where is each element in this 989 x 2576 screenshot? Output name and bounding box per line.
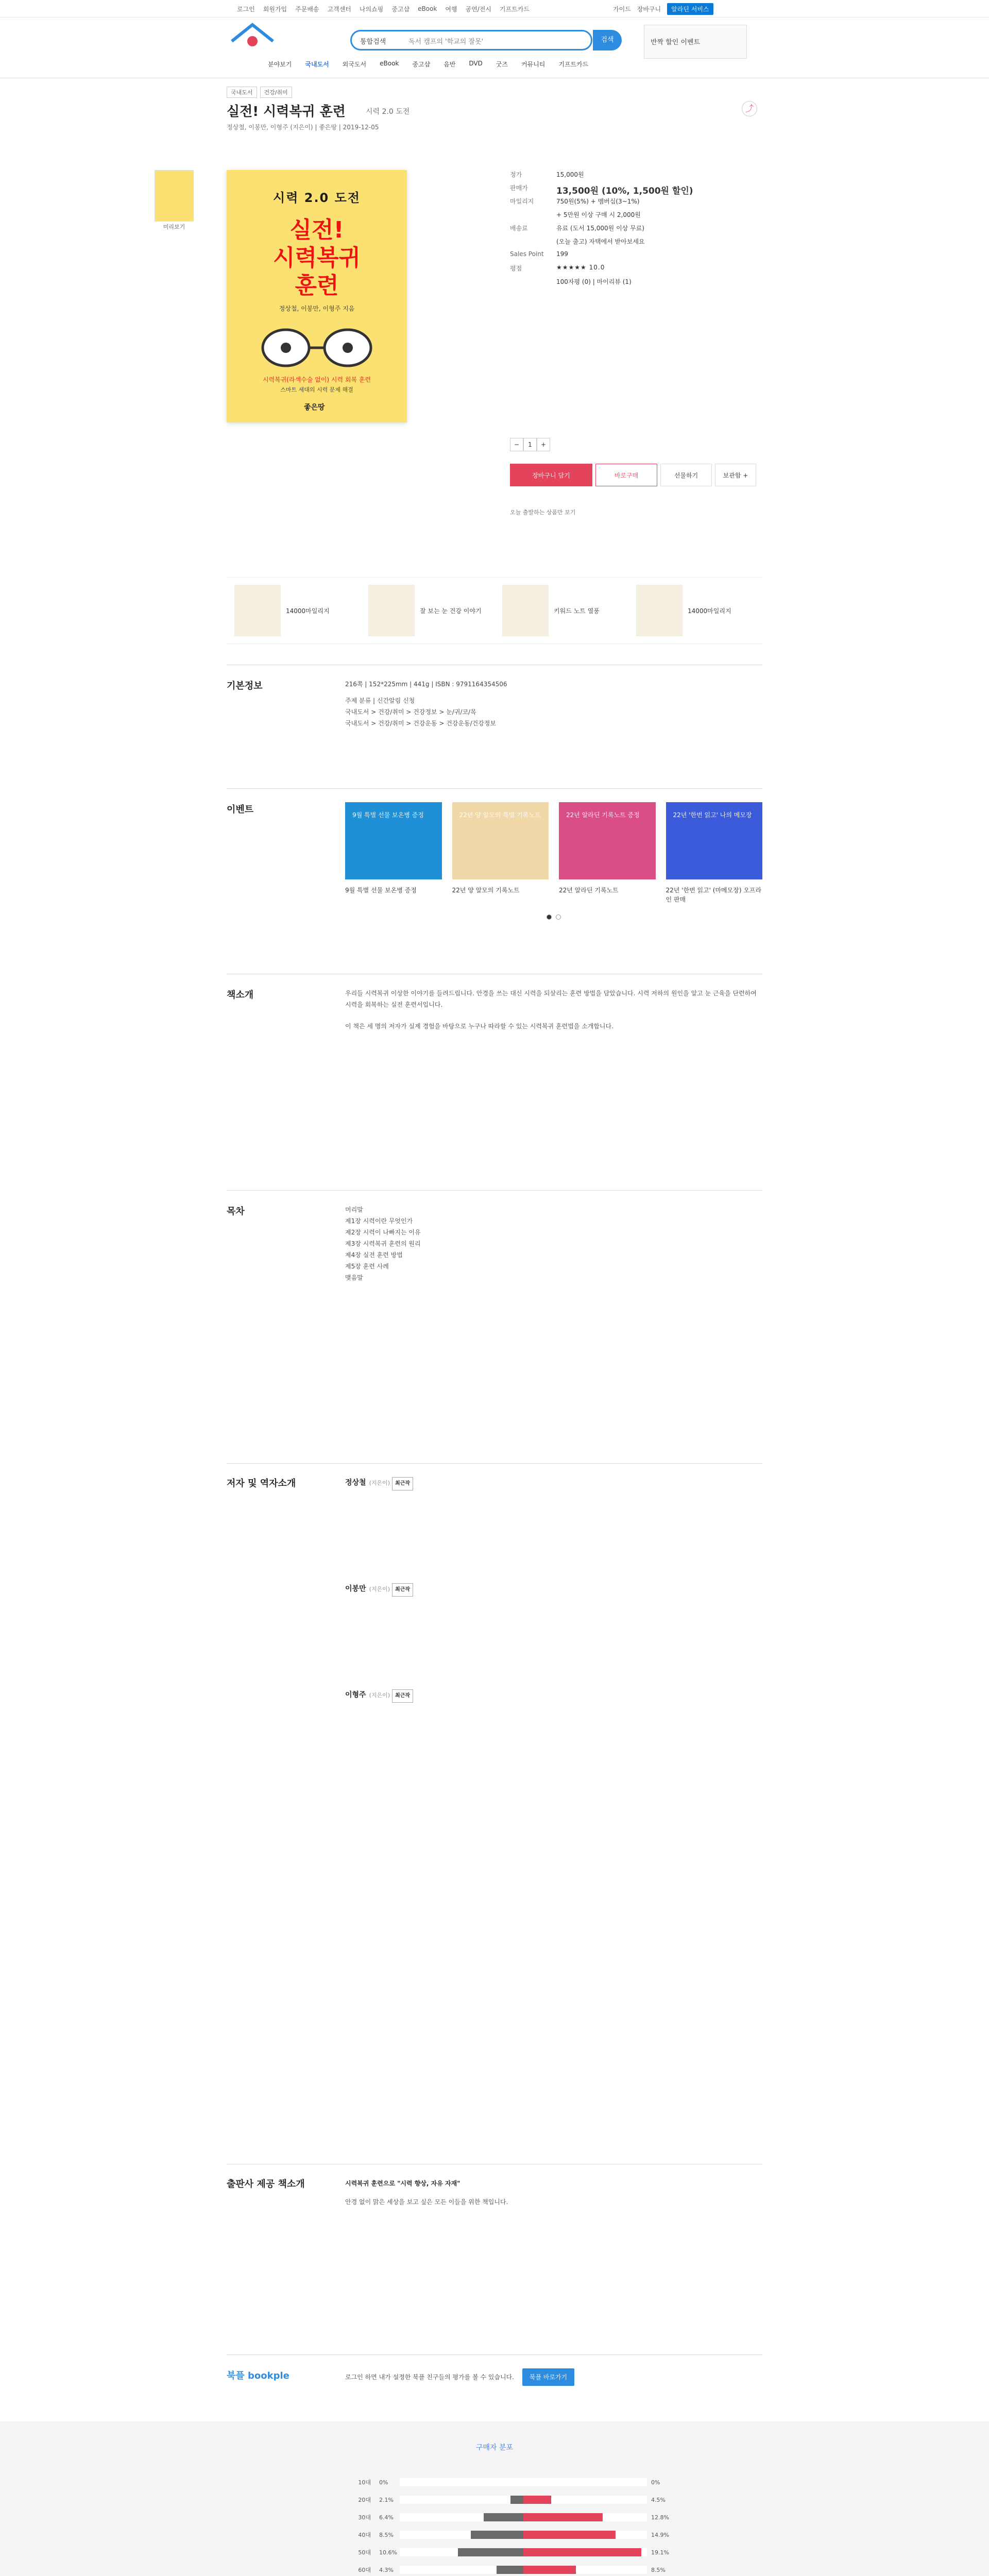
banner-image <box>234 585 281 636</box>
preview-caption: 미리보기 <box>163 224 185 230</box>
publisher-intro-section <box>227 2164 762 2349</box>
section-title: 목차 <box>227 1206 245 1217</box>
wishlist-button[interactable]: 보관함 + <box>715 464 756 486</box>
info-key: 정가 <box>510 171 522 178</box>
info-value: (오늘 출고) 자택에서 받아보세요 <box>556 238 645 245</box>
info-value: 13,500원 (10%, 1,500원 할인) <box>556 186 693 196</box>
author-list <box>345 1477 762 1795</box>
book-intro-section <box>227 974 762 1180</box>
female-bar <box>523 2566 576 2574</box>
male-percent: 6.4% <box>379 2514 394 2521</box>
cover-tagline-2: 스마트 세대의 시력 문제 해결 <box>280 386 353 393</box>
distribution-bar <box>400 2513 647 2521</box>
event-card[interactable] <box>452 802 549 904</box>
event-card[interactable] <box>345 802 442 904</box>
intro-paragraph: 이 책은 세 명의 저자가 실제 경험을 바탕으로 누구나 따라할 수 있는 시력복귀 훈련법을 소개합니다. <box>345 1023 613 1030</box>
author-name-text[interactable]: 정상철 <box>345 1479 366 1487</box>
site-logo[interactable] <box>227 21 278 49</box>
util-link[interactable]: 나의쇼핑 <box>359 5 384 13</box>
buy-now-button[interactable]: 바로구매 <box>595 464 657 486</box>
section-body: 216쪽 | 152*225mm | 441g | ISBN : 9791164354506 주제 분류 | 신간알림 신청 국내도서 > 건강/취미 > 건강정보 > 눈/귀/코/목 국내도서 > 건강/취미 > 건강운동 > 건강운동/건강정보 <box>345 681 507 727</box>
info-key: 마일리지 <box>510 198 534 205</box>
male-bar <box>510 2496 523 2504</box>
info-value: 199 <box>556 250 568 258</box>
author-name-text[interactable]: 이형주 <box>345 1691 366 1699</box>
gnb-item[interactable]: 국내도서 <box>305 61 329 68</box>
qty-value[interactable]: 1 <box>523 438 537 451</box>
breadcrumb-item[interactable]: 건강/취미 <box>260 87 292 98</box>
intro-paragraph: 우리들 시력복귀 이상한 이야기를 들려드립니다. 안경을 쓰는 대신 시력을 되살리는 훈련 방법을 담았습니다. 시력 저하의 원인을 알고 눈 근육을 단련하여 시력을 회복하는 실전 훈련서입니다. <box>345 990 757 1008</box>
preview-thumbnail[interactable] <box>155 170 194 222</box>
util-link[interactable]: 공연/전시 <box>465 5 491 13</box>
info-row <box>510 183 762 197</box>
age-label: 50대 <box>358 2549 371 2556</box>
quantity-stepper[interactable] <box>510 438 550 451</box>
gnb-item[interactable]: 굿즈 <box>496 61 508 68</box>
events-section <box>227 788 762 953</box>
age-label: 20대 <box>358 2497 371 2503</box>
section-title: 책소개 <box>227 990 254 1001</box>
male-percent: 8.5% <box>379 2531 394 2538</box>
female-percent: 8.5% <box>651 2566 666 2573</box>
gnb-item[interactable]: 기프트카드 <box>558 61 589 68</box>
gnb-item[interactable]: DVD <box>469 60 483 67</box>
search-category[interactable]: 통합검색 <box>360 38 386 46</box>
age-label: 10대 <box>358 2479 371 2486</box>
qty-plus-icon[interactable]: + <box>537 438 550 451</box>
glasses-illustration <box>255 319 379 376</box>
male-percent: 10.6% <box>379 2549 397 2556</box>
distribution-title: 구매자 분포 <box>475 2444 514 2452</box>
search-bar[interactable] <box>350 30 614 50</box>
author-name[interactable] <box>345 1689 762 1703</box>
info-value: 750원(5%) + 멤버십(3~1%) <box>556 198 640 205</box>
promo-banner[interactable] <box>234 585 353 636</box>
basic-info-section <box>227 665 762 768</box>
toc-item: 제2장 시력이 나빠지는 이유 <box>345 1229 421 1236</box>
info-value: + 5만원 이상 구매 시 2,000원 <box>556 211 641 218</box>
female-percent: 4.5% <box>651 2496 666 2503</box>
event-caption: 22년 알라딘 기록노트 <box>559 887 619 894</box>
author-tag[interactable]: 최근작 <box>392 1583 413 1597</box>
toc-section <box>227 1190 762 1458</box>
global-nav <box>268 60 588 69</box>
section-title: 출판사 제공 책소개 <box>227 2179 305 2190</box>
event-card[interactable] <box>666 802 763 904</box>
utility-right <box>613 0 713 18</box>
male-percent: 4.3% <box>379 2566 394 2573</box>
event-list <box>345 802 762 904</box>
info-row <box>510 224 762 237</box>
male-bar <box>471 2531 523 2539</box>
author-role: (지은이) <box>369 1586 390 1592</box>
util-link[interactable]: 기프트카드 <box>499 5 530 13</box>
header-banner[interactable] <box>644 25 747 59</box>
info-row <box>510 264 762 277</box>
pub-paragraph: 안경 없이 맑은 세상을 보고 싶은 모든 이들을 위한 책입니다. <box>345 2198 508 2206</box>
event-image: 22년 '한번 읽고' 나의 메모장 <box>666 802 763 879</box>
author-name-text[interactable]: 이봉만 <box>345 1585 366 1593</box>
info-row <box>510 237 762 250</box>
info-key: 판매가 <box>510 184 528 192</box>
util-link[interactable]: 회원가입 <box>263 5 287 13</box>
promo-banner[interactable] <box>636 585 755 636</box>
page-subtitle: 시력 2.0 도전 <box>366 108 410 116</box>
utility-links <box>237 0 530 18</box>
util-link[interactable]: 주문배송 <box>295 5 319 13</box>
gnb-item[interactable]: 분야보기 <box>268 61 292 68</box>
toc-item: 제1장 시력이란 무엇인가 <box>345 1217 413 1225</box>
gnb-item[interactable]: eBook <box>380 60 399 67</box>
distribution-bar <box>400 2548 647 2556</box>
info-key: 평점 <box>510 265 522 272</box>
distribution-row <box>350 2531 672 2539</box>
buyer-distribution <box>0 2421 989 2576</box>
authors-section <box>227 1463 762 2159</box>
banner-text: 키워드 노트 열풍 <box>554 607 600 615</box>
distribution-row <box>350 2478 672 2486</box>
cover-authors: 정상철, 이봉만, 이형주 지음 <box>279 305 355 312</box>
male-bar <box>484 2513 523 2521</box>
event-image: 9월 특별 선물 보온병 증정 <box>345 802 442 879</box>
male-percent: 0% <box>379 2479 388 2486</box>
event-caption: 22년 양 알모의 기록노트 <box>452 887 520 894</box>
info-row <box>510 197 762 210</box>
author-tag[interactable]: 최근작 <box>392 1477 413 1490</box>
gift-button[interactable]: 선물하기 <box>660 464 712 486</box>
event-caption: 9월 특별 선물 보온병 증정 <box>345 887 417 894</box>
female-percent: 12.8% <box>651 2514 669 2521</box>
info-key: 배송료 <box>510 225 528 232</box>
util-link[interactable]: 여행 <box>445 5 457 13</box>
util-right-link[interactable]: 알라딘 서비스 <box>667 3 713 15</box>
util-link[interactable]: eBook <box>418 5 437 12</box>
toc-item: 제4장 실전 훈련 방법 <box>345 1251 403 1259</box>
info-row <box>510 250 762 264</box>
toc-item: 맺음말 <box>345 1274 363 1281</box>
bottom-option[interactable]: 오늘 출발하는 상품만 보기 <box>510 509 576 516</box>
banner-image <box>368 585 415 636</box>
male-bar <box>497 2566 523 2574</box>
util-link[interactable]: 로그인 <box>237 5 255 13</box>
female-bar <box>523 2531 616 2539</box>
event-caption: 22년 '한번 읽고' (마메모장) 오프라인 판매 <box>666 887 762 903</box>
author-block <box>345 1689 762 1703</box>
info-row <box>510 277 762 291</box>
distribution-bar <box>400 2496 647 2504</box>
distribution-row <box>350 2566 672 2574</box>
author-block <box>345 1583 762 1597</box>
female-bar <box>523 2513 603 2521</box>
distribution-bar <box>400 2531 647 2539</box>
promo-banners <box>227 577 762 644</box>
cover-top-text: 시력 2.0 도전 <box>273 191 361 205</box>
purchase-buttons <box>510 464 756 486</box>
gnb-item[interactable]: 커뮤니티 <box>521 61 545 68</box>
author-role: (지은이) <box>369 1480 390 1486</box>
author-block <box>345 1477 762 1490</box>
header-banner-text: 반짝 할인 이벤트 <box>651 39 701 46</box>
util-right-link[interactable]: 가이드 <box>613 5 631 13</box>
page-title: 실전! 시력복귀 훈련 <box>227 104 346 120</box>
info-row <box>510 210 762 224</box>
section-title: 이벤트 <box>227 804 254 815</box>
search-input[interactable]: 독서 캠프의 '학교의 잘못' <box>408 38 484 46</box>
info-key: Sales Point <box>510 250 544 258</box>
gnb-item[interactable]: 중고샵 <box>412 61 431 68</box>
section-title: 북플 bookple <box>227 2370 289 2381</box>
female-bar <box>523 2496 551 2504</box>
cover-publisher: 좋은땅 <box>304 403 325 412</box>
section-title: 저자 및 역자소개 <box>227 1478 296 1489</box>
product-info <box>510 170 762 291</box>
breadcrumb <box>227 87 292 98</box>
info-value: 유료 (도서 15,000원 이상 무료) <box>556 225 644 232</box>
distribution-bar <box>400 2478 647 2486</box>
female-percent: 14.9% <box>651 2531 669 2538</box>
bookple-section <box>227 2354 762 2416</box>
distribution-bar <box>400 2566 647 2574</box>
banner-image <box>502 585 549 636</box>
author-name[interactable] <box>345 1583 762 1597</box>
male-percent: 2.1% <box>379 2496 394 2503</box>
distribution-row <box>350 2548 672 2556</box>
info-value: 15,000원 <box>556 171 584 178</box>
author-role: (지은이) <box>369 1692 390 1699</box>
gnb-item[interactable]: 음반 <box>444 61 456 68</box>
utility-bar <box>0 0 989 18</box>
event-image: 22년 알라딘 기록노트 증정 <box>559 802 656 879</box>
search-button[interactable]: 검색 <box>593 30 622 50</box>
author-name[interactable] <box>345 1477 762 1490</box>
toc-item: 머리말 <box>345 1206 363 1213</box>
banner-text: 14000마일리지 <box>286 607 330 615</box>
pub-heading: 시력복귀 훈련으로 "시력 향상, 자유 자재" <box>345 2180 461 2187</box>
age-label: 40대 <box>358 2532 371 2538</box>
event-card[interactable] <box>559 802 656 904</box>
male-bar <box>458 2548 523 2556</box>
bookple-button[interactable]: 북플 바로가기 <box>522 2368 574 2386</box>
cover-tagline: 시력복귀(라섹수술 없이) 시력 회복 훈련 <box>262 376 371 383</box>
util-link[interactable]: 고객센터 <box>327 5 351 13</box>
bookple-text: 로그인 하면 내가 설정한 북플 친구들의 평가를 볼 수 있습니다. <box>345 2374 514 2381</box>
banner-image <box>636 585 683 636</box>
breadcrumb-item[interactable]: 국내도서 <box>227 87 257 98</box>
banner-text: 잘 보는 눈 건강 이야기 <box>420 607 482 615</box>
cover-title: 실전! 시력복귀 훈련 <box>272 217 361 299</box>
info-row <box>510 170 762 183</box>
carousel-dots[interactable] <box>345 914 762 920</box>
distribution-row <box>350 2496 672 2504</box>
info-value[interactable]: 100자평 (0) | 마이리뷰 (1) <box>556 278 632 285</box>
util-right-link[interactable]: 장바구니 <box>637 5 661 13</box>
age-label: 60대 <box>358 2567 371 2573</box>
author-tag[interactable]: 최근작 <box>392 1689 413 1703</box>
share-icon[interactable]: ⤴ <box>742 101 757 116</box>
util-link[interactable]: 중고샵 <box>391 5 410 13</box>
promo-banner[interactable] <box>502 585 621 636</box>
section-title: 기본정보 <box>227 681 263 691</box>
female-percent: 0% <box>651 2479 660 2486</box>
toc-item: 제5장 훈련 사례 <box>345 1263 389 1270</box>
female-bar <box>523 2548 641 2556</box>
info-value: ★★★★★ 10.0 <box>556 264 605 271</box>
event-image: 22년 양 알모의 특별 기록노트 <box>452 802 549 879</box>
author-line[interactable]: 정상철, 이봉만, 이형주 (지은이) | 좋은땅 | 2019-12-05 <box>227 124 379 131</box>
toc-list <box>345 1204 762 1283</box>
qty-minus-icon[interactable]: − <box>510 438 523 451</box>
banner-text: 14000마일리지 <box>688 607 731 615</box>
book-cover <box>227 170 407 422</box>
gnb-item[interactable]: 외국도서 <box>342 61 367 68</box>
female-percent: 19.1% <box>651 2549 669 2556</box>
age-label: 30대 <box>358 2514 371 2521</box>
add-to-cart-button[interactable]: 장바구니 담기 <box>510 464 592 486</box>
promo-banner[interactable] <box>368 585 487 636</box>
distribution-row <box>350 2513 672 2521</box>
toc-item: 제3장 시력복귀 훈련의 원리 <box>345 1240 421 1247</box>
